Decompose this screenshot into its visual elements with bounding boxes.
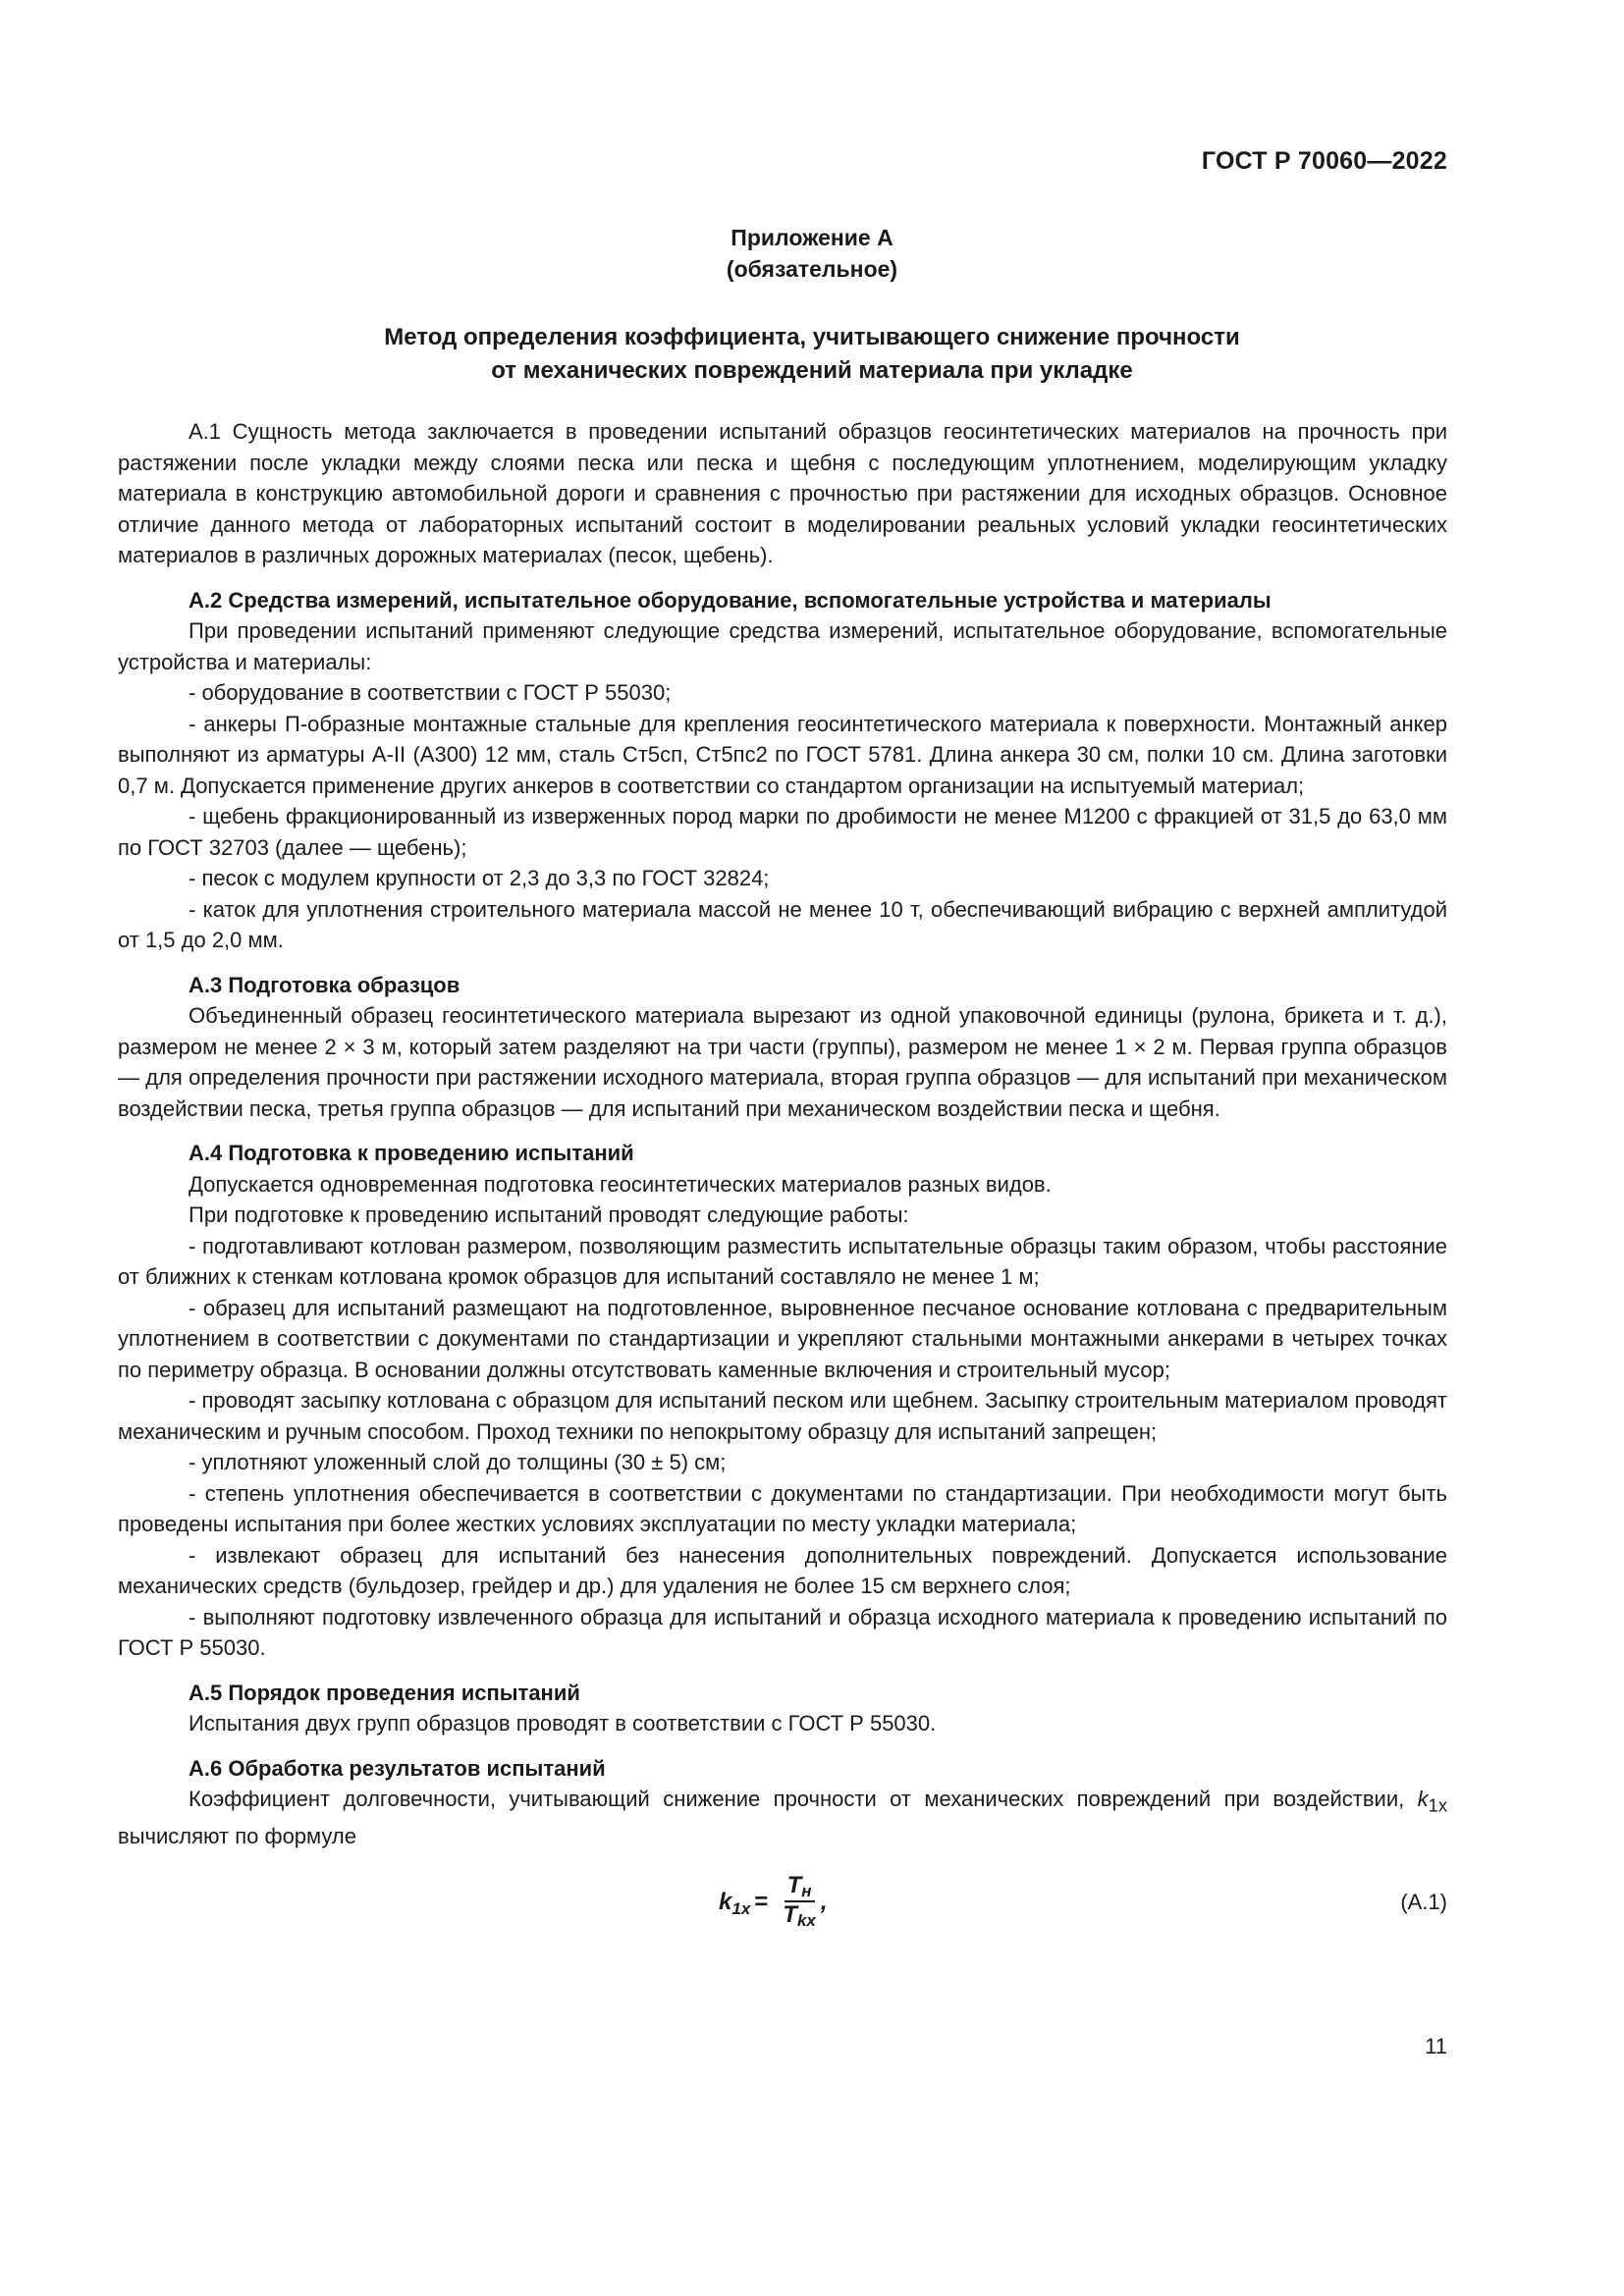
section-a2-heading: А.2 Средства измерений, испытательное оборудование, вспомогательные устройства и материалы [189,587,1272,613]
section-a5-text: Испытания двух групп образцов проводят в соответствии с ГОСТ Р 55030. [189,1711,937,1735]
denominator-subscript: kx [796,1911,816,1931]
title-line-2: от механических повреждений материала при укладке [491,357,1133,384]
document-body [118,416,1447,1936]
list-item: - степень уплотнения обеспечивается в соответствии с документами по стандартизации. При необходимости могут быть проведены испытания при более жестких условиях эксплуатации по месту укладки материала; [118,1480,1447,1536]
formula-a1 [118,1867,1447,1936]
formula-expression [719,1873,828,1930]
title-line-1: Метод определения коэффициента, учитывающего снижение прочности [384,324,1240,350]
section-a1-text: А.1 Сущность метода заключается в проведении испытаний образцов геосинтетических материалов на прочность при растяжении после укладки между слоями песка или песка и щебня с последующим уплотнением, моделирующим укладку материала в конструкцию автомобильной дороги и сравнения с прочностью при растяжении для исходных образцов. Основное отличие данного метода от лабораторных испытаний состоит в моделировании реальных условий укладки геосинтетических материалов в различных дорожных материалах (песок, щебень). [118,419,1447,567]
list-item: - подготавливают котлован размером, позволяющим разместить испытательные образцы таким образом, чтобы расстояние от ближних к стенкам котлована кромок образцов для испытаний составляло не менее 1 м; [118,1233,1447,1289]
formula-number: (А.1) [1400,1890,1447,1915]
section-a5-heading: А.5 Порядок проведения испытаний [189,1680,580,1705]
list-item: - песок с модулем крупности от 2,3 до 3,3 по ГОСТ 32824; [189,866,770,890]
section-a6-heading: А.6 Обработка результатов испытаний [189,1755,606,1781]
formula-trailing-comma: , [820,1888,828,1915]
a6-text-after: вычисляют по формуле [118,1823,356,1848]
appendix-heading [0,222,1624,285]
list-item: - анкеры П-образные монтажные стальные для крепления геосинтетического материала к поверхности. Монтажный анкер выполняют из арматуры А-II (А300) 12 мм, сталь Ст5сп, Ст5пс2 по ГОСТ 5781. Длина анкера 30 см, полки 10 см. Длина заготовки 0,7 м. Допускается применение других анкеров в соответствии со стандартом организации на испытуемый материал; [118,711,1447,798]
formula-numerator [785,1873,815,1902]
formula-lhs-subscript: 1x [731,1898,751,1918]
section-a2-intro: При проведении испытаний применяют следующие средства измерений, испытательное оборудование, вспомогательные устройства и материалы: [118,618,1447,674]
standard-designation: ГОСТ Р 70060—2022 [1201,147,1447,175]
section-a6-text [118,1784,1447,1851]
list-item: - уплотняют уложенный слой до толщины (30 ± 5) см; [189,1450,727,1474]
page-number: 11 [1425,2034,1447,2058]
appendix-status: (обязательное) [726,256,898,282]
list-item: - щебень фракционированный из изверженных пород марки по дробимости не менее М1200 с фракцией от 31,5 до 63,0 мм по ГОСТ 32703 (далее — щебень); [118,804,1447,860]
list-item: - выполняют подготовку извлеченного образца для испытаний и образца исходного материала к проведению испытаний по ГОСТ Р 55030. [118,1604,1447,1660]
denominator-symbol: T [783,1901,797,1929]
section-a4-heading: А.4 Подготовка к проведению испытаний [189,1141,634,1165]
formula-fraction [780,1873,819,1930]
appendix-title [0,321,1624,388]
list-item: - образец для испытаний размещают на подготовленное, выровненное песчаное основание котлована с предварительным уплотнением в соответствии с документами по стандартизации и укрепляют стальными монтажными анкерами в четырех точках по периметру образца. В основании должны отсутствовать каменные включения и строительный мусор; [118,1295,1447,1382]
formula-denominator [780,1902,819,1930]
a6-variable: k [1417,1787,1429,1811]
formula-lhs: k [719,1888,732,1915]
list-item: - каток для уплотнения строительного материала массой не менее 10 т, обеспечивающий вибрацию с верхней амплитудой от 1,5 до 2,0 мм. [118,896,1447,952]
section-a4-paragraph-1: Допускается одновременная подготовка геосинтетических материалов разных видов. [189,1171,1052,1197]
formula-equals: = [754,1888,769,1915]
numerator-subscript: н [801,1882,812,1901]
appendix-label: Приложение А [731,225,893,250]
a6-variable-subscript: 1x [1428,1794,1447,1816]
section-a3-text: Объединенный образец геосинтетического материала вырезают из одной упаковочной единицы (рулона, брикета и т. д.), размером не менее 2 × 3 м, который затем разделяют на три части (группы), размером не менее 1 × 2 м. Первая группа образцов — для определения прочности при растяжении исходного материала, вторая группа образцов — для испытаний при механическом воздействии песка, третья группа образцов — для испытаний при механическом воздействии песка и щебня. [118,1003,1447,1121]
section-a4-paragraph-2: При подготовке к проведению испытаний проводят следующие работы: [189,1202,909,1227]
numerator-symbol: T [786,1872,802,1899]
list-item: - извлекают образец для испытаний без нанесения дополнительных повреждений. Допускается использование механических средств (бульдозер, грейдер и др.) для удаления не более 15 см верхнего слоя; [118,1542,1447,1598]
list-item: - оборудование в соответствии с ГОСТ Р 55030; [189,680,672,705]
list-item: - проводят засыпку котлована с образцом для испытаний песком или щебнем. Засыпку строительным материалом проводят механическим и ручным способом. Проход техники по непокрытому образцу для испытаний запрещен; [118,1388,1447,1444]
section-a3-heading: А.3 Подготовка образцов [189,972,460,997]
a6-text-before: Коэффициент долговечности, учитывающий снижение прочности от механических повреждений при воздействии, [189,1787,1418,1811]
